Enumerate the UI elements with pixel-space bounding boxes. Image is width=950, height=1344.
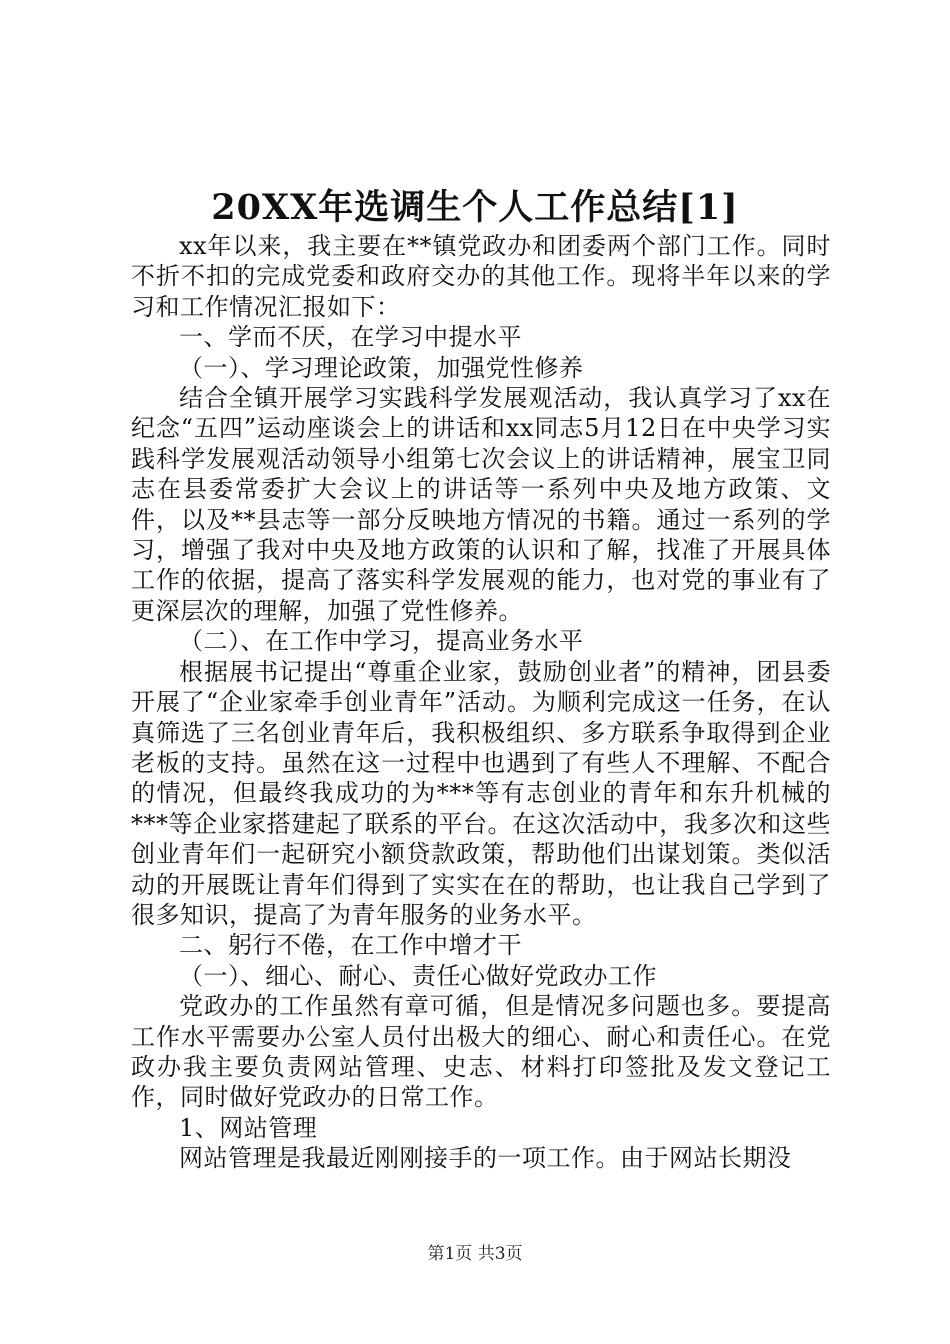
section-heading-2: 二、躬行不倦，在工作中增才干 (179, 931, 522, 960)
paragraph-office-work: 党政办的工作虽然有章可循，但是情况多问题也多。要提高工作水平需要办公室人员付出极大的细心、耐心和责任心。在党政办我主要负责网站管理、史志、材料打印签批及发文登记工作，同时做好党政办的日常工作。 (131, 992, 831, 1112)
subsection-heading-1-2: （二）、在工作中学习，提高业务水平 (179, 627, 584, 656)
document-body (131, 231, 831, 1174)
section-heading-1: 一、学而不厌，在学习中提水平 (179, 323, 522, 352)
page-footer: 第1页 共3页 (427, 1244, 523, 1264)
document-title: 20XX年选调生个人工作总结[1] (211, 187, 739, 228)
paragraph-work-learning: 根据展书记提出“尊重企业家，鼓励创业者”的精神，团县委开展了“企业家牵手创业青年”活动。为顺利完成这一任务，在认真筛选了三名创业青年后，我积极组织、多方联系争取得到企业老板的支持。虽然在这一过程中也遇到了有些人不理解、不配合的情况，但最终我成功的为***等有志创业的青年和东升机械的***等企业家搭建起了联系的平台。在这次活动中，我多次和这些创业青年们一起研究小额贷款政策，帮助他们出谋划策。类似活动的开展既让青年们得到了实实在在的帮助，也让我自己学到了很多知识，提高了为青年服务的业务水平。 (131, 657, 831, 929)
paragraph-study-theory: 结合全镇开展学习实践科学发展观活动，我认真学习了xx在纪念“五四”运动座谈会上的讲话和xx同志5月12日在中央学习实践科学发展观活动领导小组第七次会议上的讲话精神，展宝卫同志在县委常委扩大会议上的讲话等一系列中央及地方政策、文件，以及**县志等一部分反映地方情况的书籍。通过一系列的学习，增强了我对中央及地方政策的认识和了解，找准了开展具体工作的依据，提高了落实科学发展观的能力，也对党的事业有了更深层次的理解，加强了党性修养。 (131, 384, 831, 625)
paragraph-website: 网站管理是我最近刚刚接手的一项工作。由于网站长期没 (179, 1144, 792, 1173)
subsection-heading-1-1: （一）、学习理论政策，加强党性修养 (179, 353, 584, 382)
item-heading-website: 1、网站管理 (179, 1113, 318, 1142)
paragraph-intro: xx年以来，我主要在**镇党政办和团委两个部门工作。同时不折不扣的完成党委和政府交办的其他工作。现将半年以来的学习和工作情况汇报如下： (131, 232, 831, 321)
subsection-heading-2-1: （一）、细心、耐心、责任心做好党政办工作 (179, 961, 657, 990)
